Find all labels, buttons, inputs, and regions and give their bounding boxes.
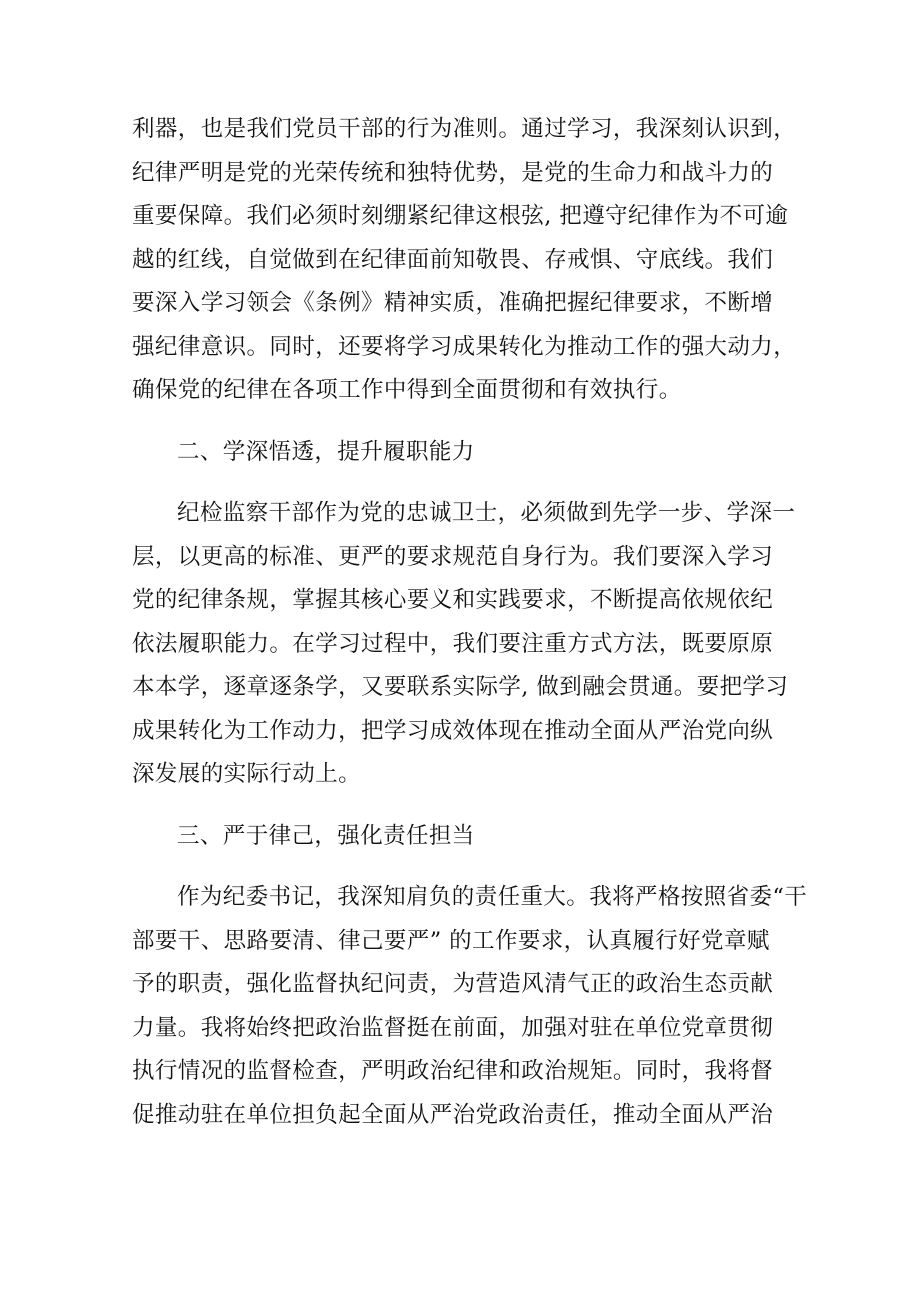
paragraph-line: 力量。我将始终把政治监督挺在前面，加强对驻在单位党章贯彻 — [132, 1014, 774, 1041]
paragraph-line: 本本学，逐章逐条学，又要联系实际学, 做到融会贯通。要把学习 — [132, 674, 789, 700]
paragraph-line: 纪律严明是党的光荣传统和独特优势，是党的生命力和战斗力的 — [132, 159, 774, 186]
paragraph-2 — [132, 492, 796, 797]
paragraph-line: 强纪律意识。同时，还要将学习成果转化为推动工作的强大动力， — [132, 333, 797, 360]
paragraph-3 — [132, 876, 808, 1137]
paragraph-line: 部要干、思路要清、律己要严” 的工作要求，认真履行好党章赋 — [132, 927, 770, 954]
paragraph-line: 依法履职能力。在学习过程中，我们要注重方式方法，既要原原 — [132, 630, 774, 657]
paragraph-line: 重要保障。我们必须时刻绷紧纪律这根弦, 把遵守纪律作为不可逾 — [132, 203, 789, 229]
section-heading-3: 三、严于律己，强化责任担当 — [177, 822, 475, 849]
paragraph-line: 促推动驻在单位担负起全面从严治党政治责任，推动全面从严治 — [132, 1101, 774, 1128]
paragraph-line: 成果转化为工作动力，把学习成效体现在推动全面从严治党向纵 — [132, 717, 774, 744]
paragraph-line: 执行情况的监督检查，严明政治纪律和政治规矩。同时，我将督 — [132, 1058, 774, 1084]
paragraph-line: 作为纪委书记，我深知肩负的责任重大。我将严格按照省委“干 — [177, 884, 808, 910]
paragraph-line: 利器，也是我们党员干部的行为准则。通过学习，我深刻认识到， — [132, 116, 797, 142]
paragraph-line: 深发展的实际行动上。 — [132, 761, 362, 787]
paragraph-line: 越的红线，自觉做到在纪律面前知敬畏、存戒惧、守底线。我们 — [132, 246, 774, 273]
paragraph-line: 要深入学习领会《条例》精神实质，准确把握纪律要求，不断增 — [132, 290, 774, 316]
paragraph-1 — [132, 108, 797, 413]
document-body — [132, 108, 808, 1137]
section-heading-2: 二、学深悟透，提升履职能力 — [177, 438, 475, 465]
paragraph-line: 确保党的纪律在各项工作中得到全面贯彻和有效执行。 — [132, 377, 682, 403]
paragraph-line: 纪检监察干部作为党的忠诚卫士，必须做到先学一步、学深一 — [177, 500, 796, 526]
paragraph-line: 党的纪律条规，掌握其核心要义和实践要求，不断提高依规依纪 — [132, 587, 774, 613]
paragraph-line: 层，以更高的标准、更严的要求规范自身行为。我们要深入学习 — [132, 543, 774, 570]
paragraph-line: 予的职责，强化监督执纪问责，为营造风清气正的政治生态贡献 — [132, 971, 774, 997]
